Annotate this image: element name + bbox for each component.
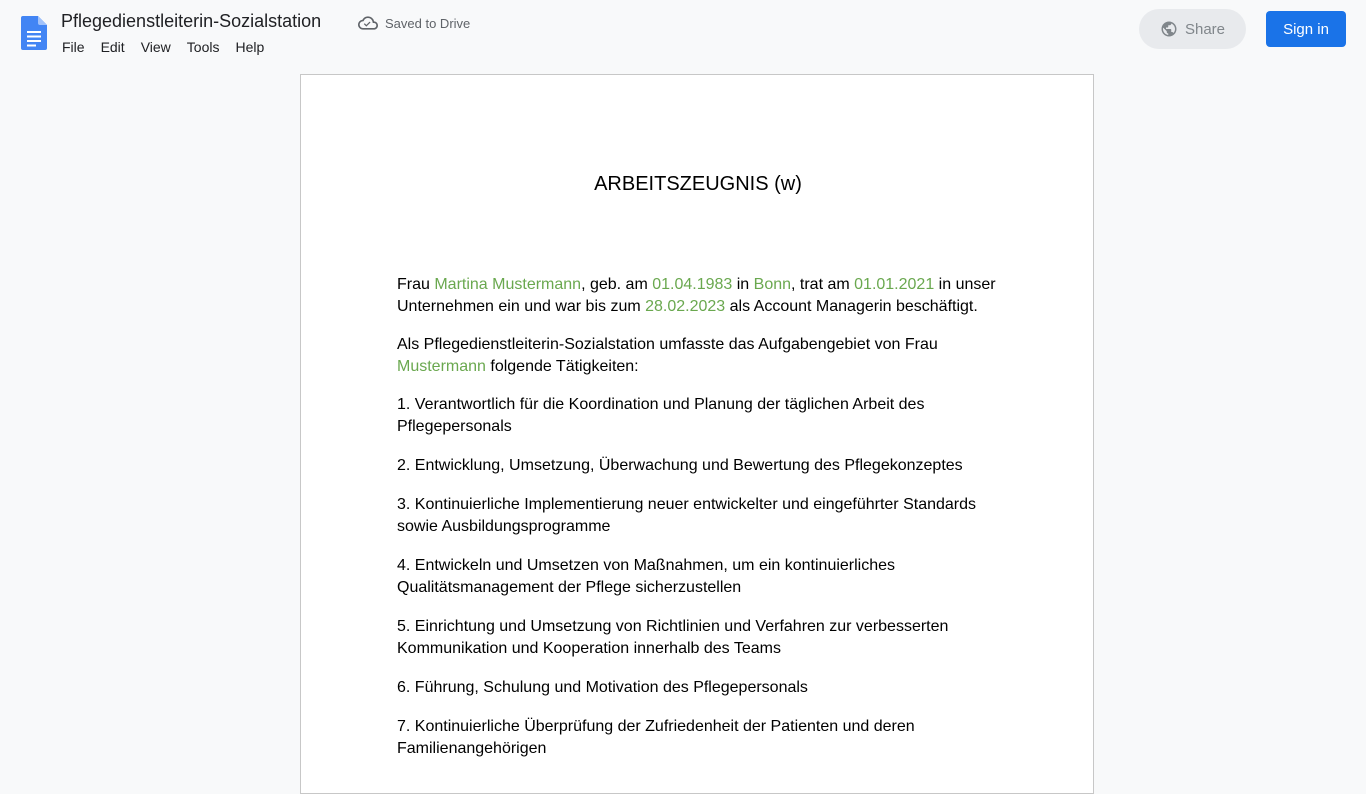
- menu-edit[interactable]: Edit: [100, 39, 125, 55]
- task-item: 5. Einrichtung und Umsetzung von Richtlinien und Verfahren zur verbesserten Kommunikation und Kooperation innerhalb des Teams: [397, 618, 949, 657]
- intro-text-3: in: [732, 276, 754, 293]
- task-item: 2. Entwicklung, Umsetzung, Überwachung und Bewertung des Pflegekonzeptes: [397, 457, 963, 474]
- task-item: 6. Führung, Schulung und Motivation des Pflegepersonals: [397, 679, 808, 696]
- menu-help[interactable]: Help: [235, 39, 265, 55]
- sign-in-button[interactable]: Sign in: [1266, 11, 1346, 47]
- intro-paragraph: [397, 274, 997, 318]
- task-item: 3. Kontinuierliche Implementierung neuer entwickelter und eingeführter Standards sowie Ausbildungsprogramme: [397, 496, 977, 535]
- start-date: 01.01.2021: [854, 276, 935, 293]
- save-status-text: Saved to Drive: [385, 15, 471, 31]
- task-item: 1. Verantwortlich für die Koordination und Planung der täglichen Arbeit des Pflegepersonals: [397, 396, 925, 435]
- end-date: 28.02.2023: [645, 298, 726, 315]
- intro-text-5: in unser Unternehmen ein und war bis zum: [397, 276, 996, 315]
- task-item: 4. Entwickeln und Umsetzen von Maßnahmen, um ein kontinuierliches Qualitätsmanagement der Pflege sicherzustellen: [397, 557, 896, 596]
- document-body: [397, 274, 997, 777]
- scope-text-2: folgende Tätigkeiten:: [485, 358, 639, 375]
- menu-bar: [54, 36, 272, 58]
- intro-text-4: , trat am: [791, 276, 855, 293]
- menu-file[interactable]: File: [62, 39, 85, 55]
- menu-view[interactable]: View: [140, 39, 171, 55]
- menu-tools[interactable]: Tools: [186, 39, 220, 55]
- document-page[interactable]: [300, 74, 1094, 794]
- google-docs-icon[interactable]: [21, 16, 47, 50]
- scope-paragraph: [397, 334, 997, 378]
- intro-text-6: als Account Managerin beschäftigt.: [725, 298, 978, 315]
- share-button[interactable]: [1139, 9, 1246, 49]
- top-bar: [0, 0, 1366, 74]
- task-item: 7. Kontinuierliche Überprüfung der Zufriedenheit der Patienten und deren Familienangehörigen: [397, 718, 915, 757]
- intro-text-1: Frau: [397, 276, 435, 293]
- birth-date: 01.04.1983: [652, 276, 733, 293]
- share-label: Share: [1184, 20, 1226, 38]
- document-heading: ARBEITSZEUGNIS (w): [594, 173, 802, 195]
- birth-city: Bonn: [753, 276, 792, 293]
- scope-text-1: Als Pflegedienstleiterin-Sozialstation umfasste das Aufgabengebiet von Frau: [397, 336, 938, 353]
- document-title[interactable]: Pflegedienstleiterin-Sozialstation: [61, 11, 322, 31]
- intro-text-2: , geb. am: [581, 276, 653, 293]
- cloud-done-icon: [358, 13, 378, 33]
- save-status: [358, 13, 470, 33]
- globe-icon: [1160, 20, 1178, 38]
- employee-name: Martina Mustermann: [434, 276, 582, 293]
- employee-surname: Mustermann: [397, 358, 486, 375]
